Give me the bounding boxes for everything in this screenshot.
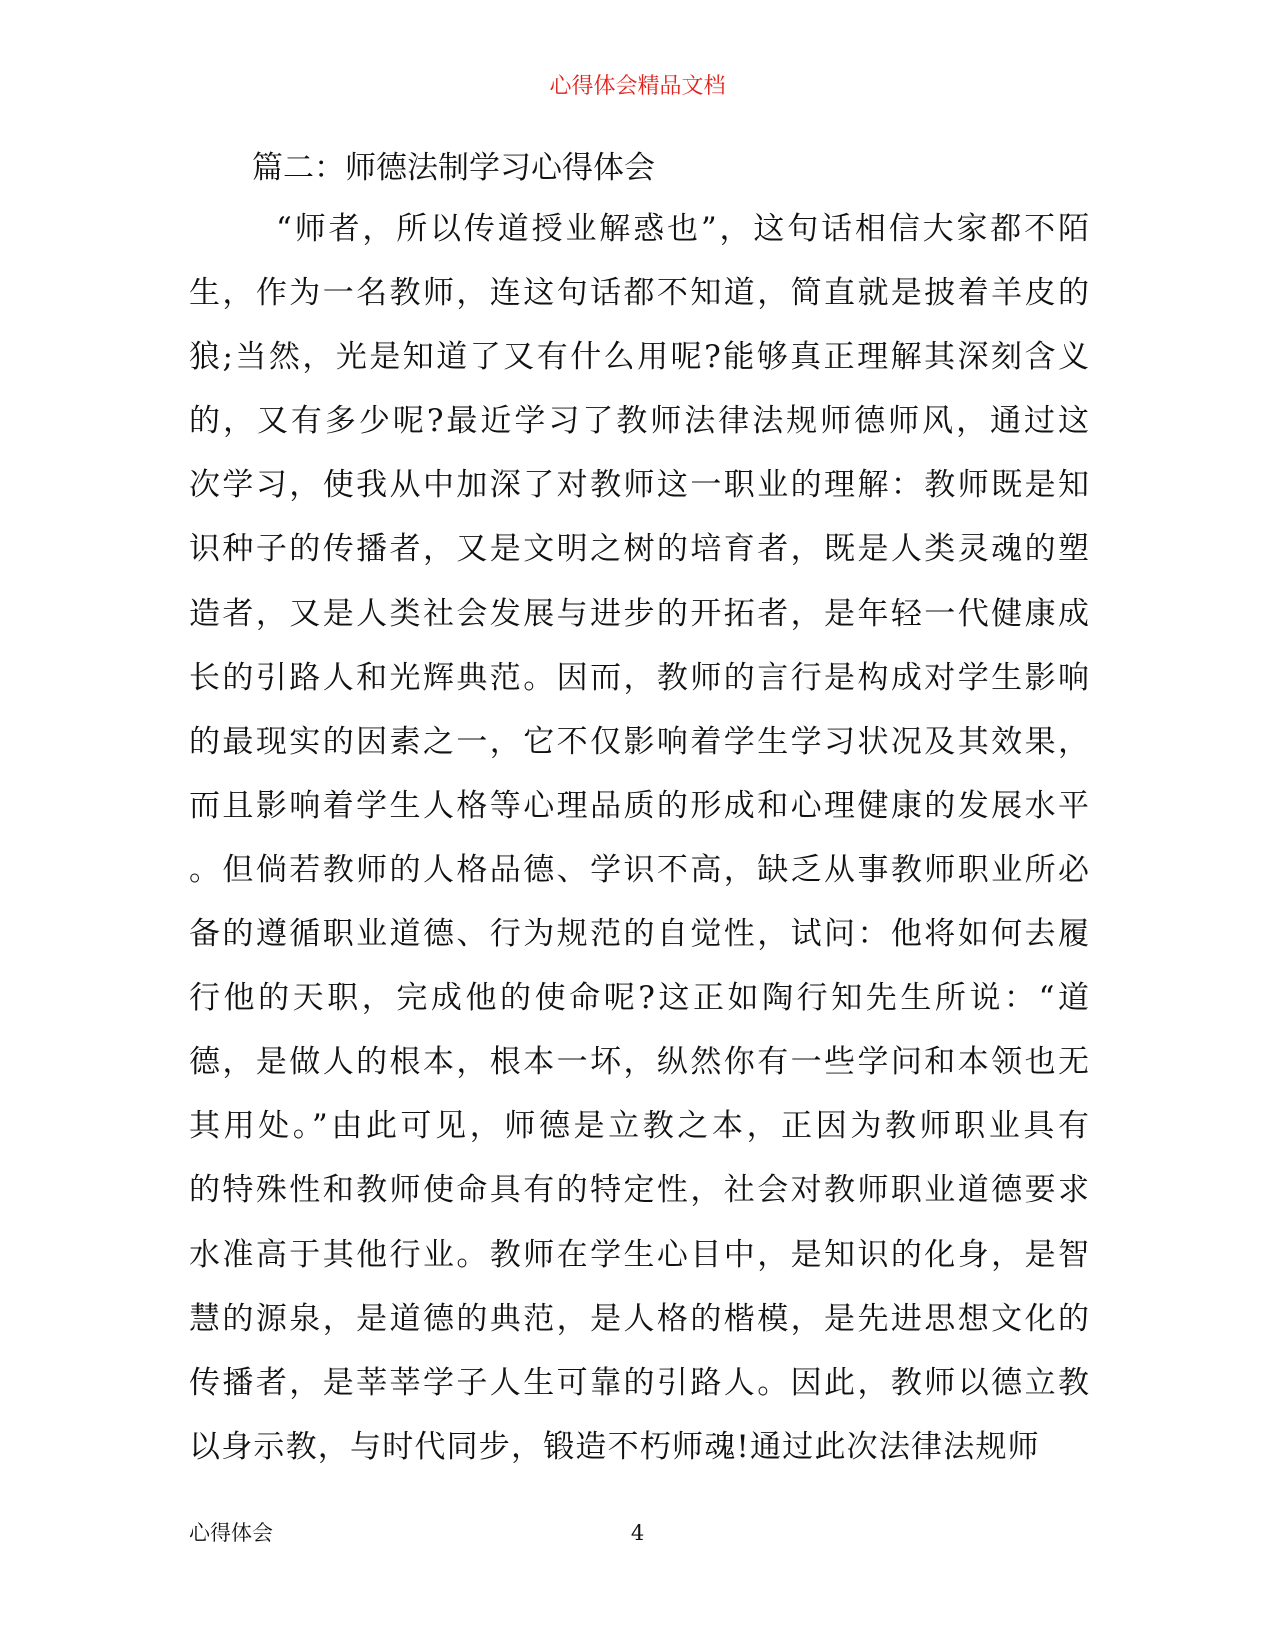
text-line: 传播者，是莘莘学子人生可靠的引路人。因此，教师以德立教 xyxy=(189,1364,1089,1401)
text-line: “师者，所以传道授业解惑也”，这句话相信大家都不陌 xyxy=(276,211,1089,247)
text-line: 而且影响着学生人格等心理品质的形成和心理健康的发展水平 xyxy=(189,787,1089,824)
text-line: 。但倘若教师的人格品德、学识不高，缺乏从事教师职业所必 xyxy=(189,851,1089,888)
text-line: 慧的源泉，是道德的典范，是人格的楷模，是先进思想文化的 xyxy=(189,1300,1089,1337)
text-line: 的特殊性和教师使命具有的特定性，社会对教师职业道德要求 xyxy=(189,1172,1089,1209)
text-line: 次学习，使我从中加深了对教师这一职业的理解：教师既是知 xyxy=(189,467,1089,504)
text-line: 德，是做人的根本，根本一坏，纵然你有一些学问和本领也无 xyxy=(189,1044,1089,1081)
text-line: 长的引路人和光辉典范。因而，教师的言行是构成对学生影响 xyxy=(189,659,1089,696)
text-line: 备的遵循职业道德、行为规范的自觉性，试问：他将如何去履 xyxy=(189,916,1089,953)
text-line: 水准高于其他行业。教师在学生心目中，是知识的化身，是智 xyxy=(189,1236,1089,1273)
text-line: 识种子的传播者，又是文明之树的培育者，既是人类灵魂的塑 xyxy=(189,531,1089,568)
text-line: 行他的天职，完成他的使命呢?这正如陶行知先生所说：“道 xyxy=(189,980,1089,1017)
text-line: 狼;当然，光是知道了又有什么用呢?能够真正理解其深刻含义 xyxy=(189,339,1089,376)
text-line: 其用处。”由此可见，师德是立教之本，正因为教师职业具有 xyxy=(189,1108,1089,1145)
text-line: 的，又有多少呢?最近学习了教师法律法规师德师风，通过这 xyxy=(189,403,1089,440)
page-number: 4 xyxy=(630,1521,645,1545)
text-line: 的最现实的因素之一，它不仅影响着学生学习状况及其效果， xyxy=(189,723,1089,760)
page-header-title: 心得体会精品文档 xyxy=(549,74,726,99)
text-line: 生，作为一名教师，连这句话都不知道，简直就是披着羊皮的 xyxy=(189,275,1089,312)
body-text xyxy=(189,207,1089,1489)
section-heading: 篇二：师德法制学习心得体会 xyxy=(252,150,655,186)
footer-label: 心得体会 xyxy=(189,1521,273,1545)
text-line: 以身示教，与时代同步，锻造不朽师魂!通过此次法律法规师 xyxy=(189,1428,1040,1465)
text-line: 造者，又是人类社会发展与进步的开拓者，是年轻一代健康成 xyxy=(189,595,1089,632)
